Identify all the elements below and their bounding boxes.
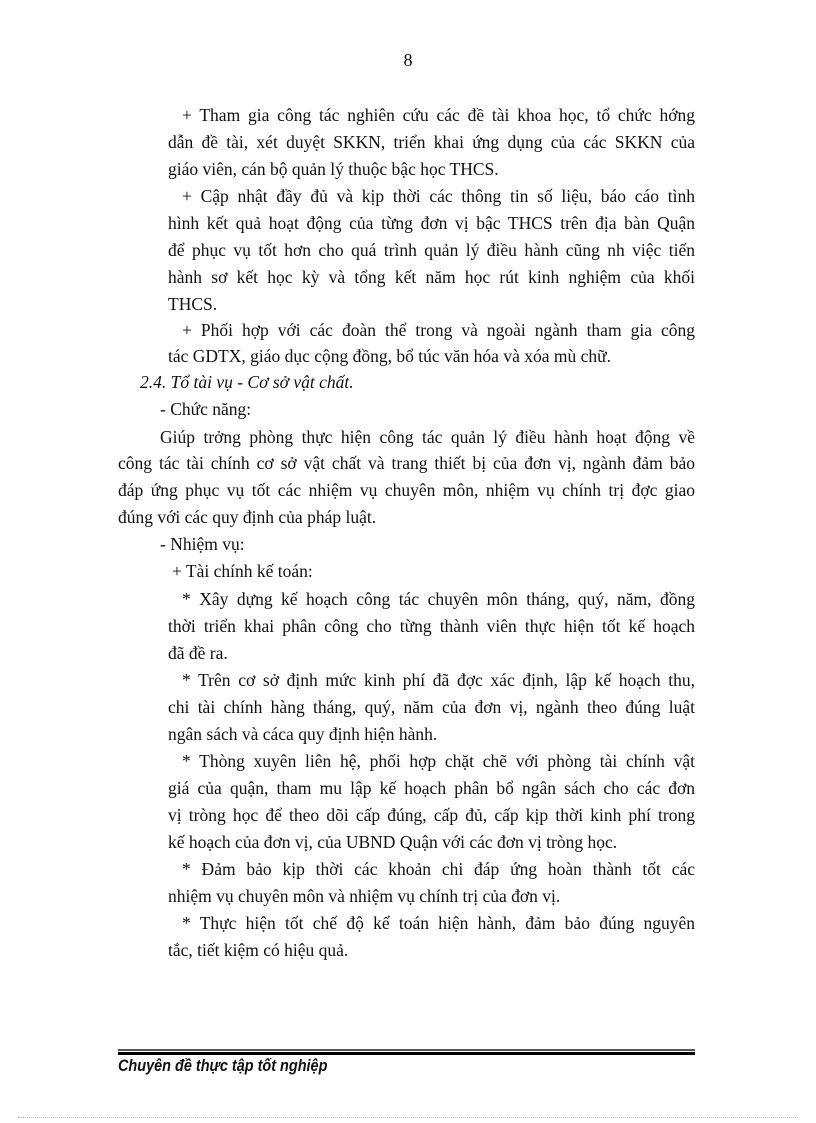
page-number: 8 (403, 50, 413, 70)
paragraph-line: + Phối hợp với các đoàn thể trong và ngoài ngành tham gia công (182, 320, 695, 340)
paragraph-line: công tác tài chính cơ sở vật chất và trang thiết bị của đơn vị, ngành đảm bảo (118, 453, 695, 473)
paragraph-line: nhiệm vụ chuyên môn và nhiệm vụ chính trị của đơn vị. (168, 886, 561, 906)
paragraph-line: chi tài chính hàng tháng, quý, năm của đơn vị, ngành theo đúng luật (168, 697, 695, 717)
page-break-divider (18, 1117, 798, 1118)
paragraph-line: + Cập nhật đầy đủ và kịp thời các thông tin số liệu, báo cáo tình (182, 186, 695, 206)
paragraph-line: kế hoạch của đơn vị, của UBND Quận với các đơn vị tròng học. (168, 832, 618, 852)
paragraph-line: giá của quận, tham mu lập kế hoạch phân bổ ngân sách cho các đơn (168, 778, 695, 798)
paragraph-line: tắc, tiết kiệm có hiệu quả. (168, 940, 349, 960)
paragraph-line: đúng với các quy định của pháp luật. (118, 507, 377, 527)
paragraph-line: + Tham gia công tác nghiên cứu các đề tài khoa học, tổ chức hớng (182, 105, 695, 125)
paragraph-line: * Xây dựng kế hoạch công tác chuyên môn tháng, quý, năm, đồng (182, 589, 695, 609)
paragraph-line: hình kết quả hoạt động của từng đơn vị bậc THCS trên địa bàn Quận (168, 213, 695, 233)
footer-text: Chuyên đề thực tập tốt nghiệp (118, 1056, 328, 1075)
paragraph-line: dẫn đề tài, xét duyệt SKKN, triển khai ứng dụng của các SKKN của (168, 132, 695, 152)
footer-rule-thin (118, 1049, 695, 1051)
section-heading: 2.4. Tổ tài vụ - Cơ sở vật chất. (140, 372, 354, 392)
paragraph-line: vị tròng học để theo dõi cấp đúng, cấp đủ, cấp kịp thời kinh phí trong (168, 805, 695, 825)
paragraph-line: * Thòng xuyên liên hệ, phối hợp chặt chẽ với phòng tài chính vật (182, 751, 695, 771)
paragraph-line: ngân sách và cáca quy định hiện hành. (168, 724, 438, 744)
paragraph-line: THCS. (168, 294, 218, 314)
footer-rule-thick (118, 1052, 695, 1055)
paragraph-line: * Đảm bảo kịp thời các khoản chi đáp ứng hoàn thành tốt các (182, 859, 695, 879)
paragraph-line: hành sơ kết học kỳ và tổng kết năm học rút kinh nghiệm của khối (168, 267, 695, 287)
paragraph-line: thời triển khai phân công cho từng thành viên thực hiện tốt kế hoạch (168, 616, 695, 636)
paragraph-line: giáo viên, cán bộ quản lý thuộc bậc học THCS. (168, 159, 499, 179)
paragraph-line: * Thực hiện tốt chế độ kế toán hiện hành, đảm bảo đúng nguyên (182, 913, 695, 933)
paragraph-line: để phục vụ tốt hơn cho quá trình quản lý điều hành cũng nh việc tiến (168, 240, 695, 260)
paragraph-line: tác GDTX, giáo dục cộng đồng, bổ túc văn hóa và xóa mù chữ. (168, 346, 611, 366)
paragraph-line: Giúp trởng phòng thực hiện công tác quản lý điều hành hoạt động về (160, 427, 695, 447)
subheading-tai-chinh: + Tài chính kế toán: (172, 561, 313, 581)
paragraph-line: * Trên cơ sở định mức kinh phí đã đợc xác định, lập kế hoạch thu, (182, 670, 695, 690)
paragraph-line: đáp ứng phục vụ tốt các nhiệm vụ chuyên môn, nhiệm vụ chính trị đợc giao (118, 480, 695, 500)
paragraph-line: đã đề ra. (168, 643, 228, 663)
subheading-nhiem-vu: - Nhiệm vụ: (160, 534, 245, 554)
subheading-chuc-nang: - Chức năng: (160, 399, 252, 419)
